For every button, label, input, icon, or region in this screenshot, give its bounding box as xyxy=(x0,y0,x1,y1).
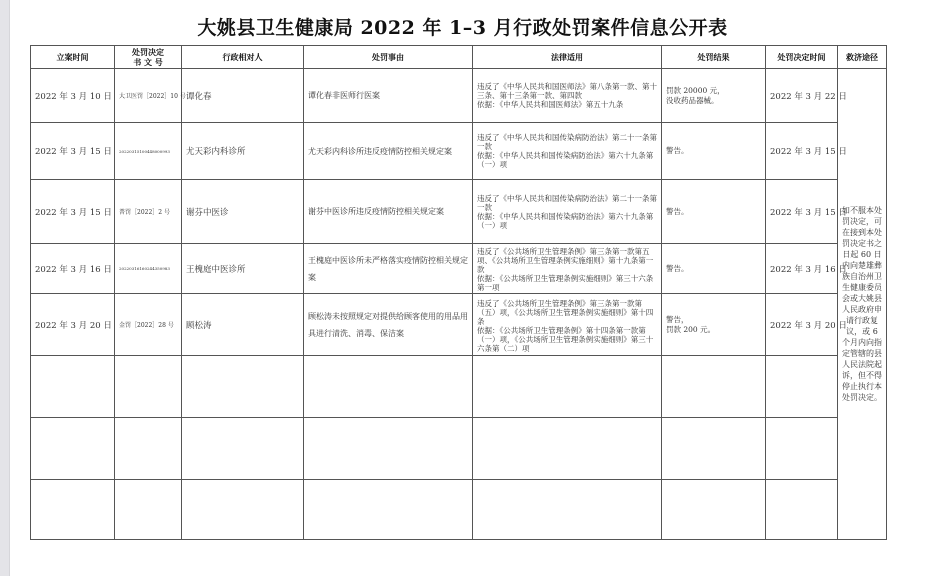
case-date: 2022 年 3 月 15 日 xyxy=(31,123,115,180)
result-line: 警告， xyxy=(666,314,689,324)
law-applied xyxy=(473,180,662,244)
penalty-reason: 顾松涛未按照规定对提供给顾客使用的用品用具进行清洗、消毒、保洁案 xyxy=(304,294,473,356)
party-name: 王槐庭中医诊所 xyxy=(182,244,304,294)
header-doc-no xyxy=(115,46,182,69)
law-violation: 违反了《中华人民共和国传染病防治法》第二十一条第一款 xyxy=(477,133,657,151)
law-basis: 依据：《中华人民共和国传染病防治法》第六十九条第（一）项 xyxy=(477,151,654,169)
decision-date: 2022 年 3 月 20 日 xyxy=(766,294,838,356)
decision-date: 2022 年 3 月 15 日 xyxy=(766,123,838,180)
penalty-result xyxy=(662,180,766,244)
doc-number: 金罚［2022］28 号 xyxy=(115,294,182,356)
result-line: 罚款 20000 元， xyxy=(666,85,725,95)
law-applied xyxy=(473,294,662,356)
penalty-reason: 王槐庭中医诊所未严格落实疫情防控相关规定案 xyxy=(304,244,473,294)
law-applied xyxy=(473,244,662,294)
table-row xyxy=(31,244,887,294)
law-violation: 违反了《中华人民共和国传染病防治法》第二十一条第一款 xyxy=(477,193,657,212)
doc-number: 普罚［2022］2 号 xyxy=(115,180,182,244)
party-name: 谢芬中医诊 xyxy=(182,180,304,244)
party-name: 尤天彩内科诊所 xyxy=(182,123,304,180)
penalty-result xyxy=(662,123,766,180)
result-line: 警告。 xyxy=(666,206,689,216)
decision-date: 2022 年 3 月 15 日 xyxy=(766,180,838,244)
doc-number: 20220315100448000993 xyxy=(115,123,182,180)
penalty-reason: 尤天彩内科诊所违反疫情防控相关规定案 xyxy=(304,123,473,180)
law-basis: 依据：《中华人民共和国传染病防治法》第六十九条第（一）项 xyxy=(477,211,654,230)
case-date: 2022 年 3 月 10 日 xyxy=(31,69,115,123)
page-title: 大姚县卫生健康局 2022 年 1–3 月行政处罚案件信息公开表 xyxy=(197,17,728,39)
case-date: 2022 年 3 月 16 日 xyxy=(31,244,115,294)
law-applied xyxy=(473,123,662,180)
law-violation: 违反了《公共场所卫生管理条例》第三条第一款第五项、《公共场所卫生管理条例实施细则》第十九条第一款 xyxy=(477,247,654,274)
header-case-date: 立案时间 xyxy=(31,46,115,69)
remedy-text: 如不服本处罚决定，可在接到本处罚决定书之日起 60 日内向楚雄彝族自治州卫生健康委员会或大姚县人民政府申请行政复议，或 6 个月内向指定管辖的县人民法院起诉，但不得停止执行本处罚决定。 xyxy=(838,69,887,540)
result-line: 没收药品器械。 xyxy=(666,95,719,105)
header-result: 处罚结果 xyxy=(662,46,766,69)
doc-number: 大卫医罚［2022］10 号 xyxy=(115,69,182,123)
party-name: 谭化春 xyxy=(182,69,304,123)
header-doc-no-line2: 书 文 号 xyxy=(133,57,163,67)
law-violation: 违反了《公共场所卫生管理条例》第三条第一款第（五）项，《公共场所卫生管理条例实施细则》第十四条 xyxy=(477,298,654,326)
law-basis: 依据：《公共场所卫生管理条例实施细则》第三十六条第一项 xyxy=(477,274,654,292)
case-date: 2022 年 3 月 20 日 xyxy=(31,294,115,356)
header-law: 法律适用 xyxy=(473,46,662,69)
penalty-table xyxy=(30,45,887,540)
table-row xyxy=(31,69,887,123)
table-row-empty xyxy=(31,356,887,418)
table-row xyxy=(31,180,887,244)
penalty-result xyxy=(662,69,766,123)
table-row xyxy=(31,294,887,356)
table-row-empty xyxy=(31,418,887,480)
header-remedy: 救济途径 xyxy=(838,46,887,69)
doc-number: 20220316160244350983 xyxy=(115,244,182,294)
penalty-result xyxy=(662,244,766,294)
law-applied xyxy=(473,69,662,123)
penalty-result xyxy=(662,294,766,356)
table-header-row xyxy=(31,46,887,69)
result-line: 警告。 xyxy=(666,263,689,273)
decision-date: 2022 年 3 月 16 日 xyxy=(766,244,838,294)
header-decision-date: 处罚决定时间 xyxy=(766,46,838,69)
result-line: 警告。 xyxy=(666,146,689,155)
header-doc-no-line1: 处罚决定 xyxy=(132,47,164,57)
case-date: 2022 年 3 月 15 日 xyxy=(31,180,115,244)
header-reason: 处罚事由 xyxy=(304,46,473,69)
table-row xyxy=(31,123,887,180)
table-row-empty xyxy=(31,480,887,540)
party-name: 顾松涛 xyxy=(182,294,304,356)
law-basis: 依据：《公共场所卫生管理条例》第十四条第一款第（一）项，《公共场所卫生管理条例实施细则》第三十六条第（二）项 xyxy=(477,325,654,353)
decision-date: 2022 年 3 月 22 日 xyxy=(766,69,838,123)
penalty-reason: 谭化春非医师行医案 xyxy=(304,69,473,123)
law-violation: 违反了《中华人民共和国医师法》第八条第一款、第十三条、第十三条第一款、第四款 xyxy=(477,82,657,100)
header-party: 行政相对人 xyxy=(182,46,304,69)
penalty-reason: 谢芬中医诊所违反疫情防控相关规定案 xyxy=(304,180,473,244)
viewer-left-edge xyxy=(0,0,10,576)
law-basis: 依据：《中华人民共和国医师法》第五十九条 xyxy=(477,100,624,109)
result-line: 罚款 200 元。 xyxy=(666,324,716,334)
